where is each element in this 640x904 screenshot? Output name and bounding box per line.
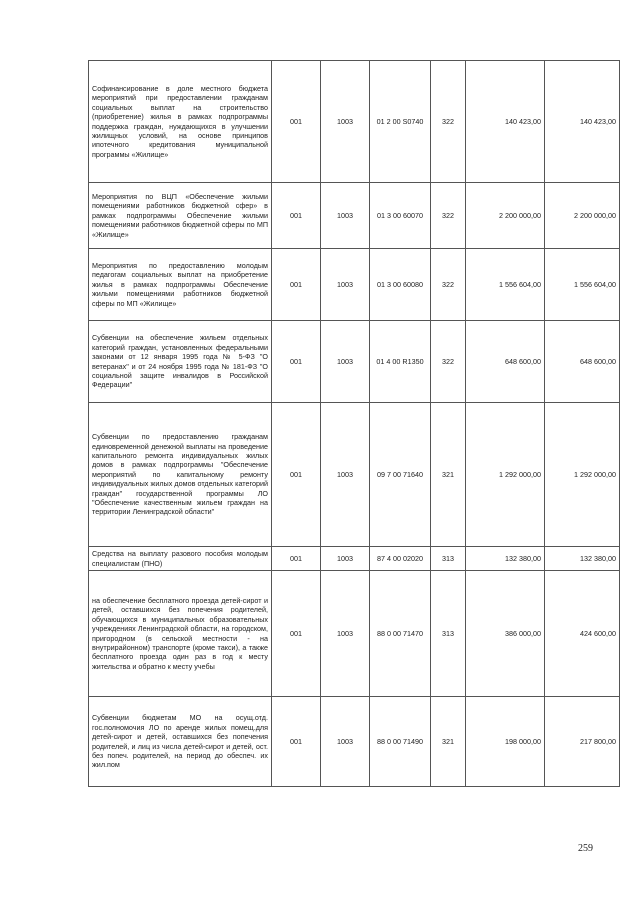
table-row bbox=[89, 249, 620, 321]
table-row bbox=[89, 697, 620, 787]
expense-description: Мероприятия по предоставлению молодым педагогам социальных выплат на приобретение жилья в рамках подпрограммы Обеспечение жильми помещениями работников бюджетной сферы по МП «Жилище» bbox=[89, 249, 272, 321]
section-code: 1003 bbox=[321, 183, 370, 249]
amount-second: 132 380,00 bbox=[545, 547, 620, 571]
table-row bbox=[89, 183, 620, 249]
department-code: 001 bbox=[272, 183, 321, 249]
section-code: 1003 bbox=[321, 321, 370, 403]
table-row bbox=[89, 321, 620, 403]
amount-second: 1 556 604,00 bbox=[545, 249, 620, 321]
department-code: 001 bbox=[272, 249, 321, 321]
expense-type-code: 322 bbox=[431, 321, 466, 403]
department-code: 001 bbox=[272, 547, 321, 571]
expense-type-code: 313 bbox=[431, 571, 466, 697]
amount-second: 1 292 000,00 bbox=[545, 403, 620, 547]
department-code: 001 bbox=[272, 61, 321, 183]
expense-description: Средства на выплату разового пособия молодым специалистам (ПНО) bbox=[89, 547, 272, 571]
amount-first: 1 292 000,00 bbox=[466, 403, 545, 547]
target-article-code: 87 4 00 02020 bbox=[370, 547, 431, 571]
section-code: 1003 bbox=[321, 547, 370, 571]
section-code: 1003 bbox=[321, 61, 370, 183]
expense-type-code: 321 bbox=[431, 403, 466, 547]
table-row bbox=[89, 571, 620, 697]
expense-description: Софинансирование в доле местного бюджета мероприятий при предоставлении гражданам социальных выплат на строительство (приобретение) жилья в рамках подпрограммы поддержка граждан, нуждающихся в улучшении жилищных условий, на основе принципов ипотечного кредитования муниципальной программы «Жилище» bbox=[89, 61, 272, 183]
target-article-code: 09 7 00 71640 bbox=[370, 403, 431, 547]
section-code: 1003 bbox=[321, 249, 370, 321]
table-row bbox=[89, 547, 620, 571]
amount-second: 140 423,00 bbox=[545, 61, 620, 183]
expense-description: Субвенции по предоставлению гражданам единовременной денежной выплаты на проведение капитального ремонта индивидуальных жилых домов в рамках подпрограммы "Обеспечение мероприятий по капитальному ремонту индивидуальных жилых домов отдельных категорий граждан" государственной программы ЛО "Обеспечение качественным жильем граждан на территории Ленинградской области" bbox=[89, 403, 272, 547]
amount-first: 198 000,00 bbox=[466, 697, 545, 787]
amount-first: 386 000,00 bbox=[466, 571, 545, 697]
expense-description: Субвенции на обеспечение жильем отдельных категорий граждан, установленных федеральными законами от 12 января 1995 года № 5-ФЗ "О ветеранах" и от 24 ноября 1995 года № 181-ФЗ "О социальной защите инвалидов в Российской Федерации" bbox=[89, 321, 272, 403]
target-article-code: 88 0 00 71470 bbox=[370, 571, 431, 697]
budget-table-body bbox=[89, 61, 620, 787]
target-article-code: 01 4 00 R1350 bbox=[370, 321, 431, 403]
table-row bbox=[89, 61, 620, 183]
department-code: 001 bbox=[272, 697, 321, 787]
amount-first: 140 423,00 bbox=[466, 61, 545, 183]
department-code: 001 bbox=[272, 571, 321, 697]
target-article-code: 01 3 00 60070 bbox=[370, 183, 431, 249]
table-row bbox=[89, 403, 620, 547]
expense-type-code: 322 bbox=[431, 61, 466, 183]
expense-type-code: 321 bbox=[431, 697, 466, 787]
target-article-code: 88 0 00 71490 bbox=[370, 697, 431, 787]
expense-description: Мероприятия по ВЦП «Обеспечение жильми помещениями работников бюджетной сфер» в рамках подпрограммы Обеспечение жильми помещениями работников бюджетной сферы по МП «Жилище» bbox=[89, 183, 272, 249]
section-code: 1003 bbox=[321, 403, 370, 547]
expense-type-code: 313 bbox=[431, 547, 466, 571]
page-number: 259 bbox=[578, 843, 593, 854]
target-article-code: 01 2 00 S0740 bbox=[370, 61, 431, 183]
expense-type-code: 322 bbox=[431, 249, 466, 321]
amount-first: 1 556 604,00 bbox=[466, 249, 545, 321]
target-article-code: 01 3 00 60080 bbox=[370, 249, 431, 321]
expense-description: на обеспечение бесплатного проезда детей-сирот и детей, оставшихся без попечения родителей, обучающихся в муниципальных образовательных учреждениях Ленинградской области, на городском, пригородном (в сельской местности - на внутрирайонном) транспорте (кроме такси), а также бесплатного проезда один раз в год к месту жительства и обратно к месту учебы bbox=[89, 571, 272, 697]
amount-second: 424 600,00 bbox=[545, 571, 620, 697]
amount-first: 2 200 000,00 bbox=[466, 183, 545, 249]
department-code: 001 bbox=[272, 321, 321, 403]
department-code: 001 bbox=[272, 403, 321, 547]
amount-first: 648 600,00 bbox=[466, 321, 545, 403]
amount-second: 648 600,00 bbox=[545, 321, 620, 403]
expense-type-code: 322 bbox=[431, 183, 466, 249]
section-code: 1003 bbox=[321, 697, 370, 787]
amount-first: 132 380,00 bbox=[466, 547, 545, 571]
amount-second: 2 200 000,00 bbox=[545, 183, 620, 249]
expense-description: Субвенции бюджетам МО на осущ.отд. гос.полномочия ЛО по аренде жилых помещ.для детей-сирот и детей, оставшихся без попечения родителей, и лиц из числа детей-сирот и детей, ост. без попеч. родителей, на период до обеспеч. их жил.пом bbox=[89, 697, 272, 787]
section-code: 1003 bbox=[321, 571, 370, 697]
amount-second: 217 800,00 bbox=[545, 697, 620, 787]
budget-table bbox=[88, 60, 620, 787]
